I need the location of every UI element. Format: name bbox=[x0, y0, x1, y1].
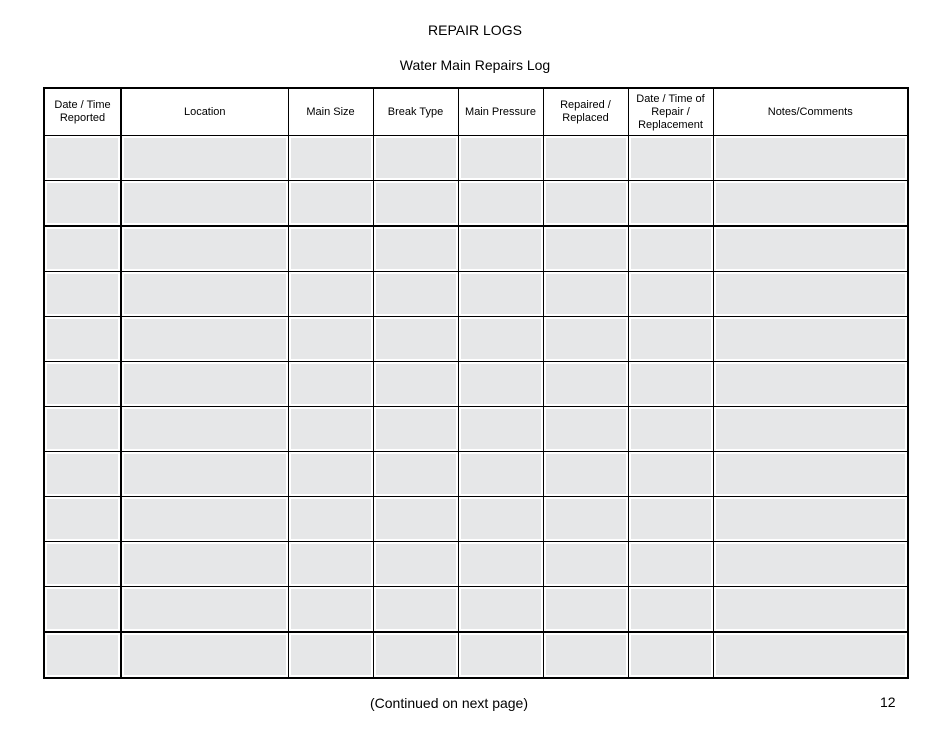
cell-fill bbox=[291, 589, 371, 629]
table-cell[interactable] bbox=[44, 497, 121, 542]
cell-fill bbox=[461, 409, 541, 449]
table-cell[interactable] bbox=[543, 452, 628, 497]
cell-fill bbox=[376, 183, 456, 223]
cell-fill bbox=[546, 138, 626, 178]
table-cell[interactable] bbox=[121, 226, 288, 272]
cell-fill bbox=[631, 635, 711, 675]
cell-fill bbox=[124, 409, 286, 449]
table-cell[interactable] bbox=[288, 452, 373, 497]
table-cell[interactable] bbox=[458, 407, 543, 452]
table-cell[interactable] bbox=[628, 542, 713, 587]
table-cell[interactable] bbox=[373, 226, 458, 272]
table-cell[interactable] bbox=[121, 497, 288, 542]
table-header-row bbox=[44, 88, 908, 136]
cell-fill bbox=[546, 635, 626, 675]
table-cell[interactable] bbox=[458, 542, 543, 587]
table-cell[interactable] bbox=[373, 497, 458, 542]
cell-fill bbox=[461, 183, 541, 223]
table-cell[interactable] bbox=[373, 632, 458, 678]
cell-fill bbox=[461, 499, 541, 539]
cell-fill bbox=[461, 138, 541, 178]
cell-fill bbox=[47, 499, 118, 539]
table-cell[interactable] bbox=[373, 136, 458, 181]
table-cell[interactable] bbox=[44, 587, 121, 633]
table-cell[interactable] bbox=[373, 452, 458, 497]
table-cell[interactable] bbox=[121, 632, 288, 678]
table-row bbox=[44, 226, 908, 272]
table-cell[interactable] bbox=[121, 136, 288, 181]
table-row bbox=[44, 407, 908, 452]
cell-fill bbox=[47, 589, 118, 629]
cell-fill bbox=[631, 183, 711, 223]
cell-fill bbox=[47, 635, 118, 675]
table-cell[interactable] bbox=[628, 452, 713, 497]
cell-fill bbox=[291, 229, 371, 269]
table-cell[interactable] bbox=[628, 497, 713, 542]
table-row bbox=[44, 497, 908, 542]
table-cell[interactable] bbox=[288, 497, 373, 542]
table-cell[interactable] bbox=[458, 632, 543, 678]
table-cell[interactable] bbox=[628, 317, 713, 362]
cell-fill bbox=[546, 544, 626, 584]
cell-fill bbox=[376, 589, 456, 629]
table-cell[interactable] bbox=[628, 362, 713, 407]
table-cell[interactable] bbox=[373, 272, 458, 317]
table-body bbox=[44, 136, 908, 679]
cell-fill bbox=[376, 274, 456, 314]
cell-fill bbox=[631, 229, 711, 269]
cell-fill bbox=[376, 544, 456, 584]
cell-fill bbox=[47, 454, 118, 494]
table-cell[interactable] bbox=[543, 136, 628, 181]
cell-fill bbox=[461, 319, 541, 359]
cell-fill bbox=[291, 274, 371, 314]
table-cell[interactable] bbox=[713, 497, 908, 542]
table-cell[interactable] bbox=[543, 226, 628, 272]
table-cell[interactable] bbox=[713, 226, 908, 272]
table-cell[interactable] bbox=[628, 226, 713, 272]
table-cell[interactable] bbox=[458, 317, 543, 362]
cell-fill bbox=[631, 274, 711, 314]
cell-fill bbox=[716, 635, 906, 675]
table-row bbox=[44, 272, 908, 317]
cell-fill bbox=[376, 409, 456, 449]
cell-fill bbox=[291, 319, 371, 359]
cell-fill bbox=[631, 319, 711, 359]
table-cell[interactable] bbox=[288, 226, 373, 272]
table-cell[interactable] bbox=[288, 317, 373, 362]
cell-fill bbox=[631, 589, 711, 629]
cell-fill bbox=[461, 635, 541, 675]
cell-fill bbox=[546, 409, 626, 449]
table-cell[interactable] bbox=[44, 632, 121, 678]
table-cell[interactable] bbox=[121, 362, 288, 407]
cell-fill bbox=[716, 319, 906, 359]
cell-fill bbox=[376, 499, 456, 539]
cell-fill bbox=[291, 635, 371, 675]
cell-fill bbox=[546, 183, 626, 223]
table-cell[interactable] bbox=[44, 181, 121, 227]
table-cell[interactable] bbox=[288, 632, 373, 678]
cell-fill bbox=[461, 544, 541, 584]
table-cell[interactable] bbox=[713, 542, 908, 587]
table-cell[interactable] bbox=[288, 272, 373, 317]
cell-fill bbox=[124, 229, 286, 269]
column-header-main-pressure: Main Pressure bbox=[458, 88, 543, 136]
table-cell[interactable] bbox=[458, 226, 543, 272]
table-row bbox=[44, 632, 908, 678]
table-cell[interactable] bbox=[373, 407, 458, 452]
cell-fill bbox=[291, 138, 371, 178]
cell-fill bbox=[291, 499, 371, 539]
table-cell[interactable] bbox=[543, 181, 628, 227]
table-row bbox=[44, 181, 908, 227]
table-row bbox=[44, 587, 908, 633]
cell-fill bbox=[461, 589, 541, 629]
table-cell[interactable] bbox=[713, 632, 908, 678]
cell-fill bbox=[716, 409, 906, 449]
table-cell[interactable] bbox=[121, 407, 288, 452]
cell-fill bbox=[291, 409, 371, 449]
column-header-repaired-replaced: Repaired / Replaced bbox=[543, 88, 628, 136]
table-cell[interactable] bbox=[458, 272, 543, 317]
column-header-date-time-of-repair: Date / Time of Repair / Replacement bbox=[628, 88, 713, 136]
cell-fill bbox=[47, 138, 118, 178]
table-cell[interactable] bbox=[121, 452, 288, 497]
table-cell[interactable] bbox=[288, 362, 373, 407]
table-cell[interactable] bbox=[44, 362, 121, 407]
table-cell[interactable] bbox=[121, 587, 288, 633]
cell-fill bbox=[716, 183, 906, 223]
column-header-location: Location bbox=[121, 88, 288, 136]
table-cell[interactable] bbox=[458, 497, 543, 542]
table-cell[interactable] bbox=[628, 181, 713, 227]
cell-fill bbox=[546, 364, 626, 404]
table-cell[interactable] bbox=[628, 136, 713, 181]
table-cell[interactable] bbox=[458, 452, 543, 497]
cell-fill bbox=[47, 183, 118, 223]
cell-fill bbox=[546, 319, 626, 359]
page-number: 12 bbox=[880, 694, 896, 710]
cell-fill bbox=[631, 409, 711, 449]
table-cell[interactable] bbox=[713, 452, 908, 497]
cell-fill bbox=[716, 274, 906, 314]
table-cell[interactable] bbox=[628, 272, 713, 317]
table-cell[interactable] bbox=[628, 632, 713, 678]
table-cell[interactable] bbox=[628, 587, 713, 633]
column-header-date-time-reported: Date / Time Reported bbox=[44, 88, 121, 136]
table-row bbox=[44, 542, 908, 587]
table-cell[interactable] bbox=[373, 587, 458, 633]
table-cell[interactable] bbox=[288, 542, 373, 587]
cell-fill bbox=[461, 364, 541, 404]
cell-fill bbox=[461, 229, 541, 269]
repair-log-table bbox=[43, 87, 909, 679]
cell-fill bbox=[716, 454, 906, 494]
table-cell[interactable] bbox=[44, 136, 121, 181]
cell-fill bbox=[631, 499, 711, 539]
cell-fill bbox=[376, 229, 456, 269]
table-cell[interactable] bbox=[458, 181, 543, 227]
cell-fill bbox=[124, 544, 286, 584]
cell-fill bbox=[631, 364, 711, 404]
column-header-main-size: Main Size bbox=[288, 88, 373, 136]
table-cell[interactable] bbox=[543, 317, 628, 362]
cell-fill bbox=[124, 274, 286, 314]
table-row bbox=[44, 136, 908, 181]
table-cell[interactable] bbox=[543, 272, 628, 317]
cell-fill bbox=[124, 319, 286, 359]
cell-fill bbox=[376, 319, 456, 359]
table-cell[interactable] bbox=[44, 452, 121, 497]
cell-fill bbox=[47, 409, 118, 449]
cell-fill bbox=[291, 364, 371, 404]
table-cell[interactable] bbox=[713, 317, 908, 362]
table-cell[interactable] bbox=[121, 181, 288, 227]
cell-fill bbox=[291, 183, 371, 223]
cell-fill bbox=[124, 635, 286, 675]
cell-fill bbox=[376, 364, 456, 404]
cell-fill bbox=[546, 454, 626, 494]
cell-fill bbox=[47, 364, 118, 404]
table-cell[interactable] bbox=[288, 587, 373, 633]
cell-fill bbox=[124, 454, 286, 494]
table-cell[interactable] bbox=[713, 362, 908, 407]
log-title: Water Main Repairs Log bbox=[399, 57, 551, 73]
cell-fill bbox=[546, 274, 626, 314]
cell-fill bbox=[376, 454, 456, 494]
cell-fill bbox=[291, 544, 371, 584]
cell-fill bbox=[716, 499, 906, 539]
cell-fill bbox=[461, 454, 541, 494]
table-cell[interactable] bbox=[44, 226, 121, 272]
table-cell[interactable] bbox=[543, 407, 628, 452]
table-cell[interactable] bbox=[543, 587, 628, 633]
table-cell[interactable] bbox=[543, 632, 628, 678]
table-cell[interactable] bbox=[373, 362, 458, 407]
table-cell[interactable] bbox=[628, 407, 713, 452]
cell-fill bbox=[124, 499, 286, 539]
cell-fill bbox=[376, 635, 456, 675]
cell-fill bbox=[376, 138, 456, 178]
cell-fill bbox=[631, 138, 711, 178]
table-cell[interactable] bbox=[288, 136, 373, 181]
cell-fill bbox=[631, 454, 711, 494]
cell-fill bbox=[124, 364, 286, 404]
table-cell[interactable] bbox=[44, 317, 121, 362]
table-cell[interactable] bbox=[713, 181, 908, 227]
table-cell[interactable] bbox=[44, 542, 121, 587]
table-cell[interactable] bbox=[121, 272, 288, 317]
table-cell[interactable] bbox=[373, 542, 458, 587]
cell-fill bbox=[124, 183, 286, 223]
table-cell[interactable] bbox=[713, 587, 908, 633]
cell-fill bbox=[716, 544, 906, 584]
table-cell[interactable] bbox=[121, 542, 288, 587]
cell-fill bbox=[47, 229, 118, 269]
table-cell[interactable] bbox=[458, 587, 543, 633]
table-cell[interactable] bbox=[44, 407, 121, 452]
table-row bbox=[44, 317, 908, 362]
cell-fill bbox=[546, 229, 626, 269]
cell-fill bbox=[47, 319, 118, 359]
table-cell[interactable] bbox=[713, 136, 908, 181]
cell-fill bbox=[124, 138, 286, 178]
cell-fill bbox=[716, 229, 906, 269]
continued-note: (Continued on next page) bbox=[370, 695, 528, 711]
cell-fill bbox=[631, 544, 711, 584]
table-cell[interactable] bbox=[713, 272, 908, 317]
column-header-break-type: Break Type bbox=[373, 88, 458, 136]
table-cell[interactable] bbox=[713, 407, 908, 452]
table-row bbox=[44, 362, 908, 407]
cell-fill bbox=[716, 589, 906, 629]
table-cell[interactable] bbox=[458, 136, 543, 181]
table-row bbox=[44, 452, 908, 497]
table-cell[interactable] bbox=[543, 362, 628, 407]
table-cell[interactable] bbox=[543, 542, 628, 587]
table-cell[interactable] bbox=[543, 497, 628, 542]
cell-fill bbox=[291, 454, 371, 494]
table-cell[interactable] bbox=[373, 181, 458, 227]
table-cell[interactable] bbox=[121, 317, 288, 362]
cell-fill bbox=[47, 544, 118, 584]
cell-fill bbox=[546, 499, 626, 539]
table-cell[interactable] bbox=[44, 272, 121, 317]
table-cell[interactable] bbox=[288, 181, 373, 227]
table-cell[interactable] bbox=[373, 317, 458, 362]
table-cell[interactable] bbox=[288, 407, 373, 452]
cell-fill bbox=[47, 274, 118, 314]
cell-fill bbox=[716, 364, 906, 404]
cell-fill bbox=[124, 589, 286, 629]
section-title: REPAIR LOGS bbox=[428, 22, 522, 38]
cell-fill bbox=[716, 138, 906, 178]
column-header-notes-comments: Notes/Comments bbox=[713, 88, 908, 136]
table-cell[interactable] bbox=[458, 362, 543, 407]
cell-fill bbox=[546, 589, 626, 629]
cell-fill bbox=[461, 274, 541, 314]
